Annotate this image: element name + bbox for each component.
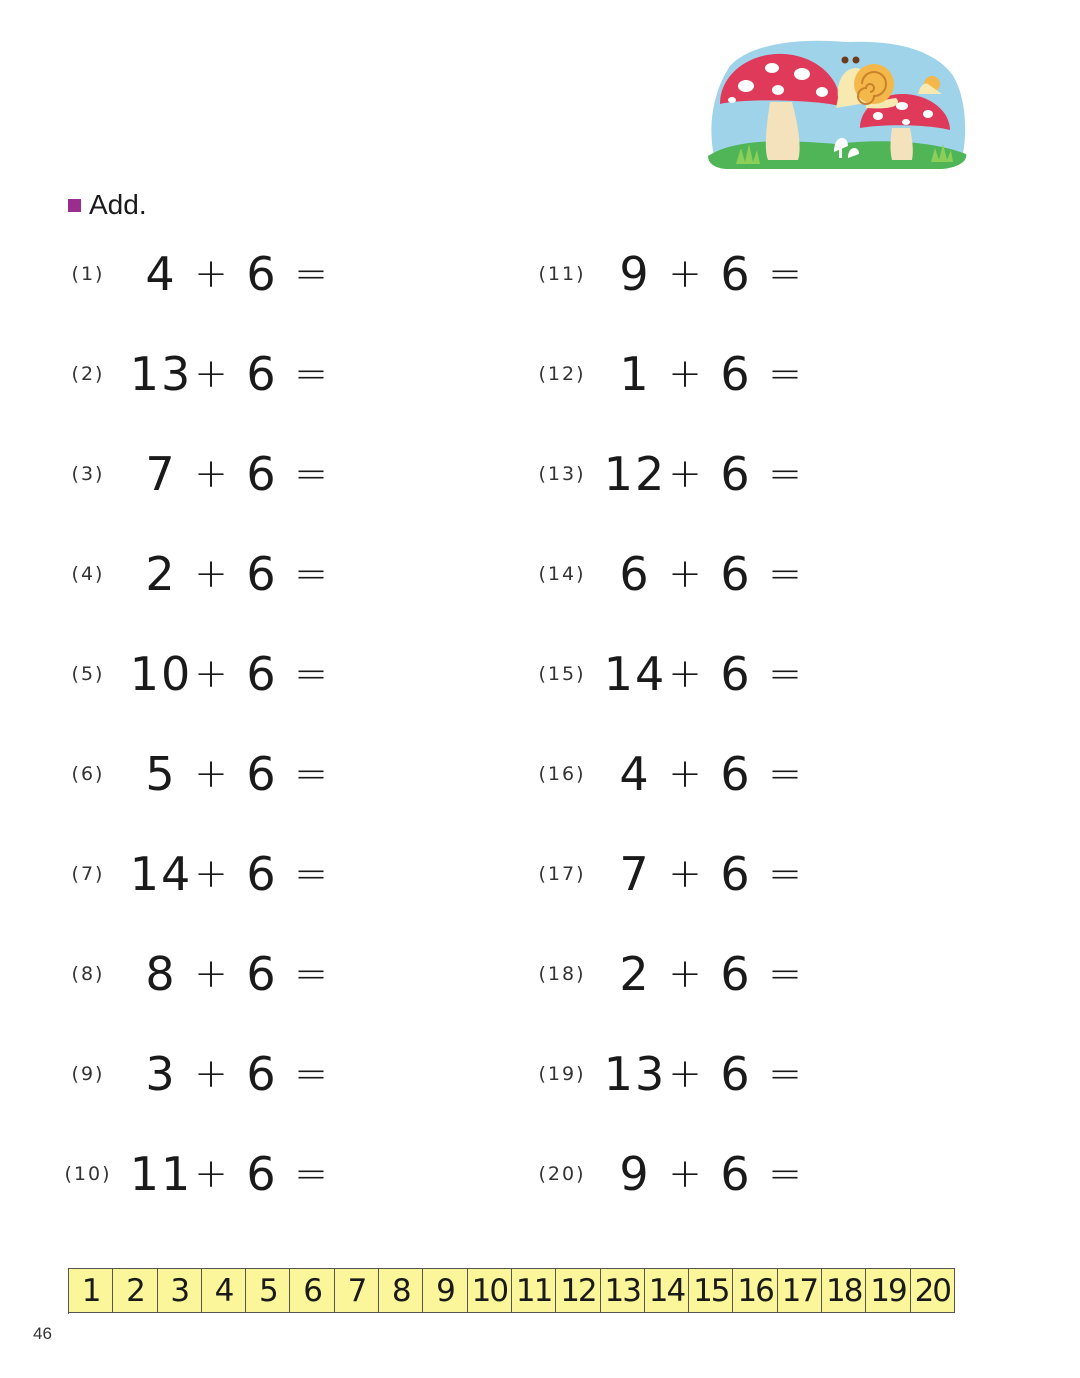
problem-4	[64, 544, 484, 604]
problem-number: (6)	[71, 763, 105, 785]
plus-sign: +	[668, 451, 702, 497]
problem-17	[538, 844, 958, 904]
problem-20	[538, 1144, 958, 1204]
plus-sign: +	[668, 951, 702, 997]
equals-sign: =	[768, 351, 802, 397]
problem-number: (12)	[538, 363, 586, 385]
addend-b: 6	[246, 847, 276, 901]
equals-sign: =	[768, 751, 802, 797]
plus-sign: +	[194, 851, 228, 897]
addend-b: 6	[720, 447, 750, 501]
problem-15	[538, 644, 958, 704]
addend-a: 4	[619, 747, 651, 801]
number-line-cell: 12	[556, 1268, 600, 1313]
problem-number: (9)	[71, 1063, 105, 1085]
problem-number: (17)	[538, 863, 586, 885]
number-line-cell: 20	[911, 1268, 955, 1313]
addend-a: 6	[619, 547, 651, 601]
plus-sign: +	[668, 351, 702, 397]
problem-number: (15)	[538, 663, 586, 685]
addend-a: 7	[619, 847, 651, 901]
equals-sign: =	[768, 251, 802, 297]
equals-sign: =	[294, 1151, 328, 1197]
number-line-cell: 16	[733, 1268, 777, 1313]
problem-3	[64, 444, 484, 504]
problem-number: (16)	[538, 763, 586, 785]
number-line-cell: 18	[822, 1268, 866, 1313]
plus-sign: +	[668, 551, 702, 597]
problem-10	[64, 1144, 484, 1204]
plus-sign: +	[194, 1051, 228, 1097]
addend-a: 7	[145, 447, 177, 501]
addend-b: 6	[720, 847, 750, 901]
number-line-cell: 5	[246, 1268, 290, 1313]
number-line-cell: 13	[601, 1268, 645, 1313]
addend-a: 13	[603, 1047, 667, 1101]
number-line-cell: 6	[290, 1268, 334, 1313]
number-line	[68, 1268, 955, 1314]
addend-a: 14	[129, 847, 193, 901]
problem-number: (1)	[71, 263, 105, 285]
addend-b: 6	[720, 247, 750, 301]
equals-sign: =	[768, 851, 802, 897]
problem-number: (2)	[71, 363, 105, 385]
addend-b: 6	[720, 747, 750, 801]
number-line-cell: 1	[69, 1268, 113, 1313]
problem-number: (4)	[71, 563, 105, 585]
addend-a: 12	[603, 447, 667, 501]
addend-a: 3	[145, 1047, 177, 1101]
plus-sign: +	[194, 751, 228, 797]
addend-b: 6	[720, 1147, 750, 1201]
addend-b: 6	[720, 647, 750, 701]
plus-sign: +	[194, 351, 228, 397]
addend-a: 10	[129, 647, 193, 701]
addend-b: 6	[246, 947, 276, 1001]
addend-a: 9	[619, 247, 651, 301]
addend-b: 6	[720, 947, 750, 1001]
addend-b: 6	[246, 247, 276, 301]
addend-a: 1	[619, 347, 651, 401]
instruction-bullet-icon	[68, 199, 81, 212]
problem-number: (10)	[64, 1163, 112, 1185]
addend-b: 6	[720, 1047, 750, 1101]
equals-sign: =	[294, 351, 328, 397]
addend-a: 13	[129, 347, 193, 401]
number-line-cell: 17	[778, 1268, 822, 1313]
problem-19	[538, 1044, 958, 1104]
addend-a: 8	[145, 947, 177, 1001]
number-line-cell: 15	[689, 1268, 733, 1313]
number-line-cell: 19	[866, 1268, 910, 1313]
number-line-cell: 2	[113, 1268, 157, 1313]
equals-sign: =	[294, 551, 328, 597]
addend-b: 6	[246, 1147, 276, 1201]
addend-b: 6	[246, 747, 276, 801]
number-line-cell: 9	[423, 1268, 467, 1313]
addend-b: 6	[720, 547, 750, 601]
addend-b: 6	[246, 647, 276, 701]
problem-number: (3)	[71, 463, 105, 485]
instruction-text: Add.	[89, 189, 147, 220]
addend-a: 9	[619, 1147, 651, 1201]
equals-sign: =	[294, 651, 328, 697]
problem-6	[64, 744, 484, 804]
equals-sign: =	[294, 951, 328, 997]
problem-13	[538, 444, 958, 504]
equals-sign: =	[768, 951, 802, 997]
plus-sign: +	[194, 251, 228, 297]
addend-b: 6	[246, 347, 276, 401]
plus-sign: +	[194, 651, 228, 697]
problem-number: (20)	[538, 1163, 586, 1185]
addend-b: 6	[246, 547, 276, 601]
mushroom-snail-illustration	[706, 38, 968, 170]
problem-number: (14)	[538, 563, 586, 585]
equals-sign: =	[294, 1051, 328, 1097]
plus-sign: +	[668, 751, 702, 797]
equals-sign: =	[294, 751, 328, 797]
addend-b: 6	[720, 347, 750, 401]
addend-a: 5	[145, 747, 177, 801]
problem-12	[538, 344, 958, 404]
problem-number: (18)	[538, 963, 586, 985]
plus-sign: +	[668, 851, 702, 897]
addend-a: 2	[619, 947, 651, 1001]
problem-number: (5)	[71, 663, 105, 685]
instruction	[68, 185, 147, 225]
number-line-cell: 8	[379, 1268, 423, 1313]
plus-sign: +	[668, 1051, 702, 1097]
addend-a: 2	[145, 547, 177, 601]
equals-sign: =	[294, 851, 328, 897]
problem-5	[64, 644, 484, 704]
number-line-cell: 7	[335, 1268, 379, 1313]
addend-b: 6	[246, 1047, 276, 1101]
equals-sign: =	[294, 451, 328, 497]
problem-14	[538, 544, 958, 604]
problem-7	[64, 844, 484, 904]
addend-b: 6	[246, 447, 276, 501]
addend-a: 14	[603, 647, 667, 701]
problem-9	[64, 1044, 484, 1104]
equals-sign: =	[768, 1151, 802, 1197]
equals-sign: =	[768, 1051, 802, 1097]
problem-11	[538, 244, 958, 304]
plus-sign: +	[668, 1151, 702, 1197]
problem-number: (13)	[538, 463, 586, 485]
plus-sign: +	[668, 251, 702, 297]
equals-sign: =	[294, 251, 328, 297]
problem-number: (11)	[538, 263, 586, 285]
problem-8	[64, 944, 484, 1004]
number-line-cell: 4	[202, 1268, 246, 1313]
equals-sign: =	[768, 451, 802, 497]
plus-sign: +	[668, 651, 702, 697]
equals-sign: =	[768, 551, 802, 597]
problem-number: (19)	[538, 1063, 586, 1085]
plus-sign: +	[194, 1151, 228, 1197]
equals-sign: =	[768, 651, 802, 697]
plus-sign: +	[194, 451, 228, 497]
problem-16	[538, 744, 958, 804]
problem-18	[538, 944, 958, 1004]
number-line-cell: 3	[158, 1268, 202, 1313]
plus-sign: +	[194, 951, 228, 997]
problem-number: (8)	[71, 963, 105, 985]
number-line-cell: 11	[512, 1268, 556, 1313]
plus-sign: +	[194, 551, 228, 597]
addend-a: 11	[129, 1147, 193, 1201]
number-line-cell: 10	[468, 1268, 512, 1313]
addend-a: 4	[145, 247, 177, 301]
problem-1	[64, 244, 484, 304]
problem-number: (7)	[71, 863, 105, 885]
page-number: 46	[33, 1324, 52, 1343]
problem-2	[64, 344, 484, 404]
number-line-cell: 14	[645, 1268, 689, 1313]
